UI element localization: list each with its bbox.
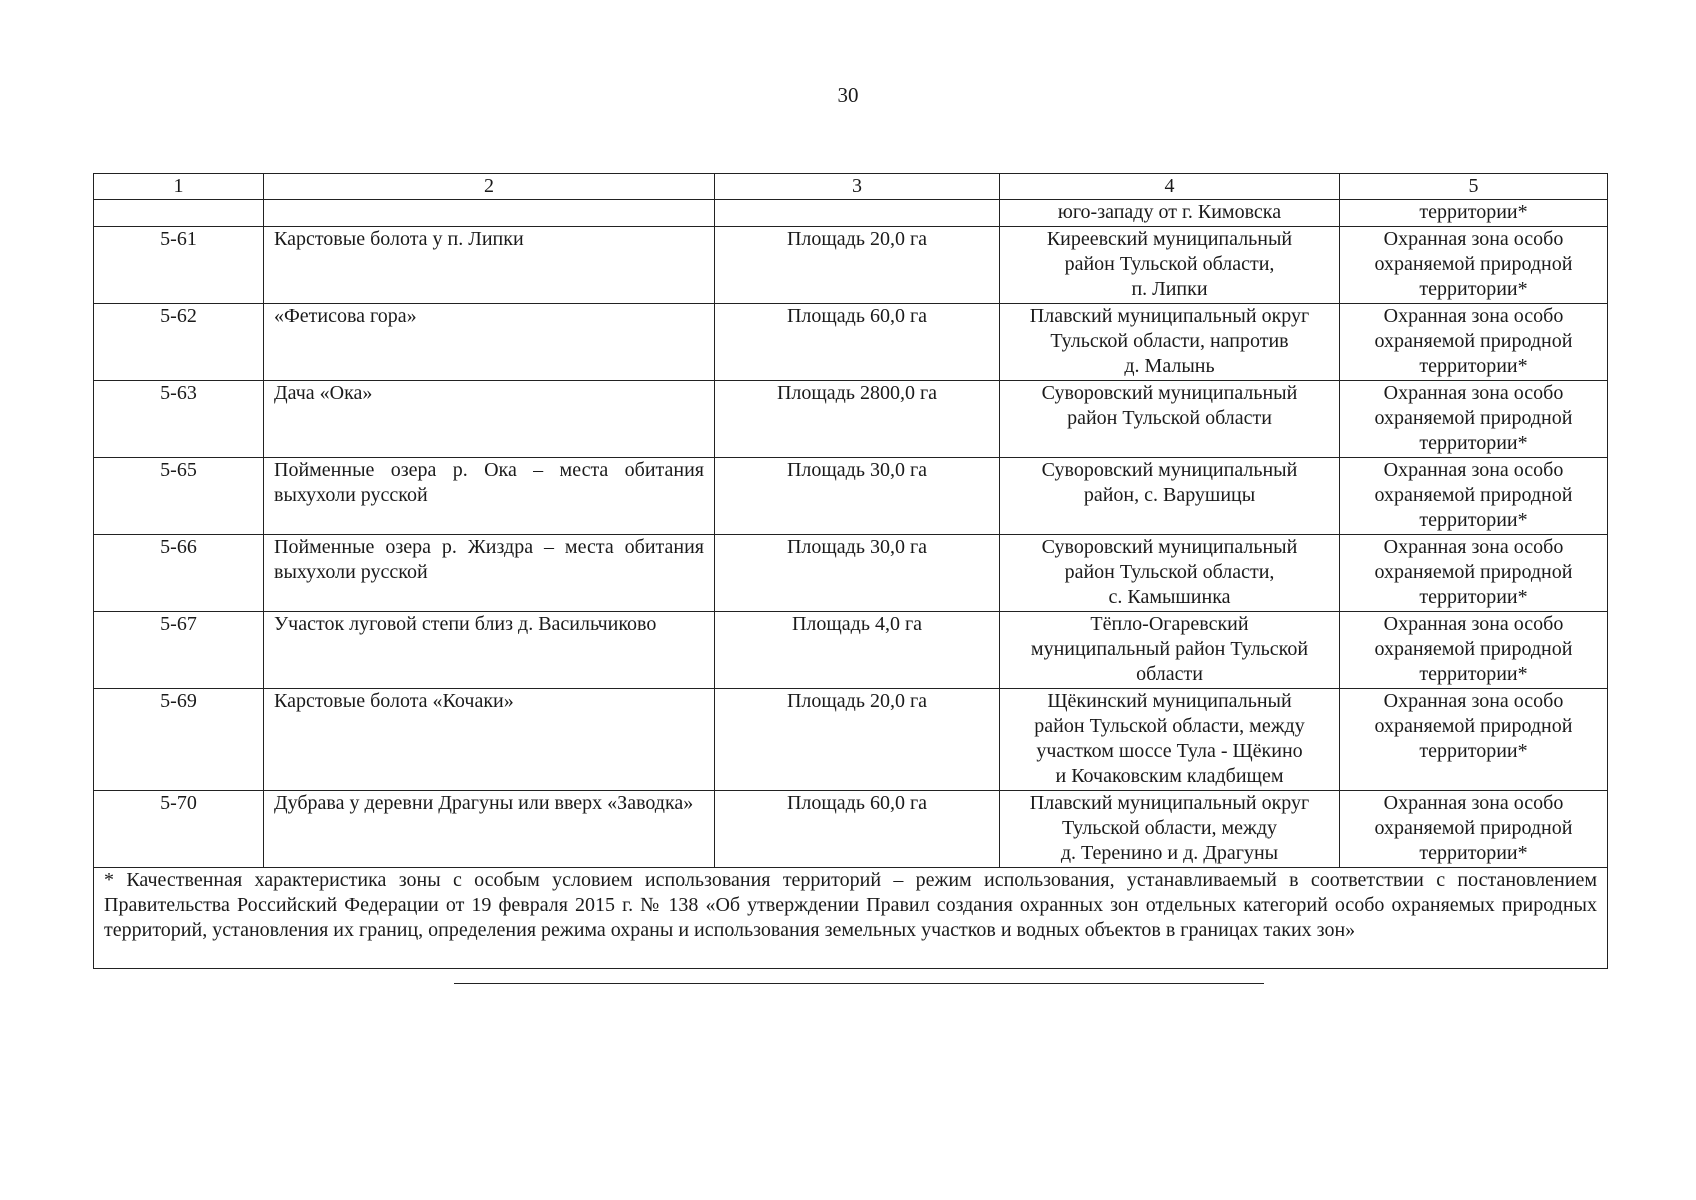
cell-code: 5-66 bbox=[94, 535, 264, 612]
name-line: Карстовые болота у п. Липки bbox=[274, 228, 524, 250]
name-line: Дача «Ока» bbox=[274, 382, 373, 404]
location-line: муниципальный район Тульской bbox=[1030, 638, 1309, 660]
name-text bbox=[274, 613, 656, 635]
name-text bbox=[274, 382, 372, 404]
zone-line: охраняемой природной bbox=[1374, 484, 1573, 506]
footnote-row bbox=[94, 868, 1608, 969]
zones-table bbox=[93, 173, 1608, 969]
cell-location bbox=[1000, 381, 1340, 458]
table-row bbox=[94, 304, 1608, 381]
cell-area bbox=[715, 200, 1000, 227]
cell-name bbox=[264, 535, 715, 612]
zone-line: Охранная зона особо bbox=[1383, 536, 1564, 558]
name-line: Карстовые болота «Кочаки» bbox=[274, 690, 514, 712]
name-line: д. Васильчиково bbox=[518, 613, 657, 635]
page-number: 30 bbox=[837, 83, 859, 107]
table-header-row bbox=[94, 174, 1608, 200]
zone-line: Охранная зона особо bbox=[1383, 228, 1564, 250]
zone-line: охраняемой природной bbox=[1374, 817, 1573, 839]
cell-area: Площадь 4,0 га bbox=[715, 612, 1000, 689]
cell-code: 5-69 bbox=[94, 689, 264, 791]
location-line: Суворовский муниципальный bbox=[1041, 382, 1298, 404]
zone-line: охраняемой природной bbox=[1374, 715, 1573, 737]
zone-line: Охранная зона особо bbox=[1383, 613, 1564, 635]
location-line: район Тульской области, bbox=[1064, 561, 1275, 583]
cell-location bbox=[1000, 458, 1340, 535]
column-number-1: 1 bbox=[94, 174, 264, 200]
cell-name bbox=[264, 304, 715, 381]
cell-location bbox=[1000, 227, 1340, 304]
cell-location bbox=[1000, 689, 1340, 791]
cell-name bbox=[264, 227, 715, 304]
cell-zone: территории* bbox=[1340, 200, 1608, 227]
name-line: обитания выхухоли русской bbox=[274, 536, 704, 583]
cell-code: 5-63 bbox=[94, 381, 264, 458]
zone-line: Охранная зона особо bbox=[1383, 305, 1564, 327]
cell-zone bbox=[1340, 381, 1608, 458]
name-line: Участок луговой степи близ bbox=[274, 613, 514, 635]
location-line: Суворовский муниципальный bbox=[1041, 459, 1298, 481]
cell-area: Площадь 30,0 га bbox=[715, 535, 1000, 612]
zone-line: Охранная зона особо bbox=[1383, 690, 1564, 712]
location-line: д. Теренино и д. Драгуны bbox=[1060, 842, 1279, 864]
footnote: * Качественная характеристика зоны с особым условием использования территорий – режим использования, устанавливаемый в соответствии с постановлением Правительства Российский Федерации от 19 февраля 2015 г. № 138 «Об утверждении Правил создания охранных зон отдельных категорий особо охраняемых природных территорий, установления их границ, определения режима охраны и использования земельных участков и водных объектов в границах таких зон» bbox=[94, 868, 1608, 969]
name-text bbox=[274, 690, 514, 712]
location-line: д. Малынь bbox=[1124, 355, 1215, 377]
cell-location bbox=[1000, 535, 1340, 612]
table-row bbox=[94, 227, 1608, 304]
zone-line: охраняемой природной bbox=[1374, 407, 1573, 429]
zone-line: охраняемой природной bbox=[1374, 561, 1573, 583]
name-line: выхухоли русской bbox=[274, 484, 428, 506]
location-line: п. Липки bbox=[1131, 278, 1208, 300]
cell-location bbox=[1000, 304, 1340, 381]
cell-area: Площадь 20,0 га bbox=[715, 689, 1000, 791]
name-text bbox=[274, 228, 524, 250]
table-row bbox=[94, 791, 1608, 868]
column-number-5: 5 bbox=[1340, 174, 1608, 200]
zone-line: территории* bbox=[1419, 432, 1528, 454]
cell-location bbox=[1000, 612, 1340, 689]
location-line: с. Камышинка bbox=[1108, 586, 1231, 608]
cell-name bbox=[264, 200, 715, 227]
location-line: район Тульской области, между bbox=[1034, 715, 1305, 737]
name-line: Пойменные озера р. Жиздра – места bbox=[274, 536, 614, 558]
cell-zone bbox=[1340, 791, 1608, 868]
name-line: Дубрава у деревни Драгуны или вверх bbox=[274, 792, 603, 814]
cell-zone bbox=[1340, 227, 1608, 304]
name-text bbox=[274, 792, 693, 814]
name-text bbox=[274, 305, 417, 327]
cell-area: Площадь 60,0 га bbox=[715, 791, 1000, 868]
column-number-2: 2 bbox=[264, 174, 715, 200]
cell-area: Площадь 60,0 га bbox=[715, 304, 1000, 381]
location-line: Тульской области, напротив bbox=[1050, 330, 1289, 352]
continuation-row bbox=[94, 200, 1608, 227]
name-text bbox=[274, 459, 704, 506]
cell-code bbox=[94, 200, 264, 227]
location-line: и Кочаковским кладбищем bbox=[1055, 765, 1284, 787]
column-number-4: 4 bbox=[1000, 174, 1340, 200]
location-line: район Тульской области, bbox=[1064, 253, 1275, 275]
zone-line: Охранная зона особо bbox=[1383, 459, 1564, 481]
zone-line: территории* bbox=[1419, 842, 1528, 864]
cell-name bbox=[264, 791, 715, 868]
location-line: район, с. Варушицы bbox=[1083, 484, 1256, 506]
location-line: Плавский муниципальный округ bbox=[1029, 792, 1310, 814]
cell-area: Площадь 2800,0 га bbox=[715, 381, 1000, 458]
location-line: Киреевский муниципальный bbox=[1046, 228, 1293, 250]
zone-line: охраняемой природной bbox=[1374, 253, 1573, 275]
table-row bbox=[94, 612, 1608, 689]
cell-zone bbox=[1340, 689, 1608, 791]
end-rule bbox=[454, 983, 1264, 984]
cell-name bbox=[264, 689, 715, 791]
cell-code: 5-67 bbox=[94, 612, 264, 689]
zone-line: территории* bbox=[1419, 740, 1528, 762]
cell-area: Площадь 20,0 га bbox=[715, 227, 1000, 304]
cell-location bbox=[1000, 791, 1340, 868]
zone-line: Охранная зона особо bbox=[1383, 792, 1564, 814]
cell-name bbox=[264, 458, 715, 535]
zone-line: территории* bbox=[1419, 663, 1528, 685]
location-line: Щёкинский муниципальный bbox=[1047, 690, 1292, 712]
zone-line: Охранная зона особо bbox=[1383, 382, 1564, 404]
location-line: Плавский муниципальный округ bbox=[1029, 305, 1310, 327]
zone-line: охраняемой природной bbox=[1374, 638, 1573, 660]
cell-name bbox=[264, 381, 715, 458]
table-row bbox=[94, 381, 1608, 458]
cell-zone bbox=[1340, 535, 1608, 612]
location-line: Суворовский муниципальный bbox=[1041, 536, 1298, 558]
cell-code: 5-70 bbox=[94, 791, 264, 868]
location-line: Тёпло-Огаревский bbox=[1090, 613, 1249, 635]
table-row bbox=[94, 689, 1608, 791]
location-line: участком шоссе Тула - Щёкино bbox=[1036, 740, 1303, 762]
cell-code: 5-61 bbox=[94, 227, 264, 304]
zone-line: территории* bbox=[1419, 509, 1528, 531]
name-line: «Фетисова гора» bbox=[274, 305, 417, 327]
table-row bbox=[94, 458, 1608, 535]
cell-zone bbox=[1340, 304, 1608, 381]
table-row bbox=[94, 535, 1608, 612]
location-line: области bbox=[1136, 663, 1203, 685]
column-number-3: 3 bbox=[715, 174, 1000, 200]
cell-code: 5-65 bbox=[94, 458, 264, 535]
cell-code: 5-62 bbox=[94, 304, 264, 381]
name-line: Пойменные озера р. Ока – места обитания bbox=[274, 459, 704, 481]
zone-line: охраняемой природной bbox=[1374, 330, 1573, 352]
zone-line: территории* bbox=[1419, 278, 1528, 300]
cell-area: Площадь 30,0 га bbox=[715, 458, 1000, 535]
name-text bbox=[274, 536, 704, 583]
cell-name bbox=[264, 612, 715, 689]
name-line: «Заводка» bbox=[607, 792, 694, 814]
cell-zone bbox=[1340, 612, 1608, 689]
zone-line: территории* bbox=[1419, 586, 1528, 608]
cell-zone bbox=[1340, 458, 1608, 535]
cell-location: юго-западу от г. Кимовска bbox=[1000, 200, 1340, 227]
zone-line: территории* bbox=[1419, 355, 1528, 377]
location-line: район Тульской области bbox=[1067, 407, 1272, 429]
location-line: Тульской области, между bbox=[1061, 817, 1278, 839]
